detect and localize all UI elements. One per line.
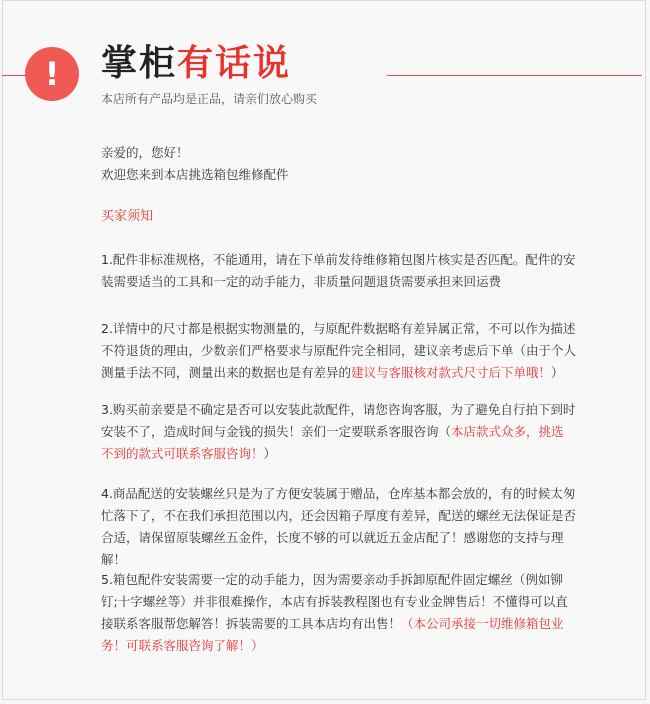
paragraph-5-highlight: （本公司承接一切维修箱包业务！可联系客服咨询了解！） (101, 616, 564, 653)
title-red-part: 有话说 (177, 43, 292, 84)
header-rule-right (387, 75, 642, 76)
paragraph-2-text: 2.详情中的尺寸都是根据实物测量的，与原配件数据略有差异属正常，不可以作为描述不符退货的理由，少数亲们严格要求与原配件完全相同，建议亲考虑后下单（由于个人测量手法不同，测量出来的数据也是有差异的 (101, 321, 577, 380)
greeting-line-1: 亲爱的，您好！ (101, 145, 189, 160)
paragraph-3-text: 3.购买前亲要是不确定是否可以安装此款配件，请您咨询客服，为了避免自行拍下到时安装不了，造成时间与金钱的损失！亲们一定要联系客服咨询（ (101, 402, 576, 439)
notice-title: 买家须知 (101, 209, 154, 224)
paragraph-3-highlight: 本店款式众多，挑选不到的款式可联系客服咨询！ (101, 424, 564, 461)
notice-paragraph-4 (101, 483, 576, 571)
page-title (101, 42, 291, 86)
paragraph-1-text: 1.配件非标准规格，不能通用，请在下单前发待维修箱包图片核实是否匹配。配件的安装需要适当的工具和一定的动手能力，非质量问题退货需要承担来回运费 (101, 252, 576, 289)
notice-paragraph-1 (101, 249, 576, 293)
paragraph-2-tail: ） (551, 365, 564, 380)
subtitle: 本店所有产品均是正品，请亲们放心购买 (101, 92, 318, 106)
exclamation-icon (25, 47, 79, 101)
notice-paragraph-5 (101, 569, 576, 657)
title-dark-part: 掌柜 (101, 43, 178, 84)
notice-paragraph-2 (101, 318, 576, 384)
paragraph-3-tail: ） (263, 446, 277, 461)
exclamation-symbol: ! (44, 55, 60, 93)
paragraph-2-highlight: 建议与客服核对款式尺寸后下单哦！ (351, 365, 552, 380)
greeting (101, 142, 576, 186)
notice-paragraph-3 (101, 399, 576, 465)
paragraph-4-text: 4.商品配送的安装螺丝只是为了方便安装属于赠品，仓库基本都会放的，有的时候太匆忙落下了，不在我们承担范围以内，还会因箱子厚度有差异，配送的螺丝无法保证是否合适，请保留原装螺丝五金件，长度不够的可以就近五金店配了！感谢您的支持与理解！ (101, 486, 577, 567)
paragraph-5-text: 5.箱包配件安装需要一定的动手能力，因为需要亲动手拆卸原配件固定螺丝（例如铆钉;十字螺丝等）并非很难操作，本店有拆装教程图也有专业金牌售后！不懂得可以直接联系客服帮您解答！拆装需要的工具本店均有出售！ (101, 572, 568, 631)
greeting-line-2: 欢迎您来到本店挑选箱包维修配件 (101, 167, 289, 182)
